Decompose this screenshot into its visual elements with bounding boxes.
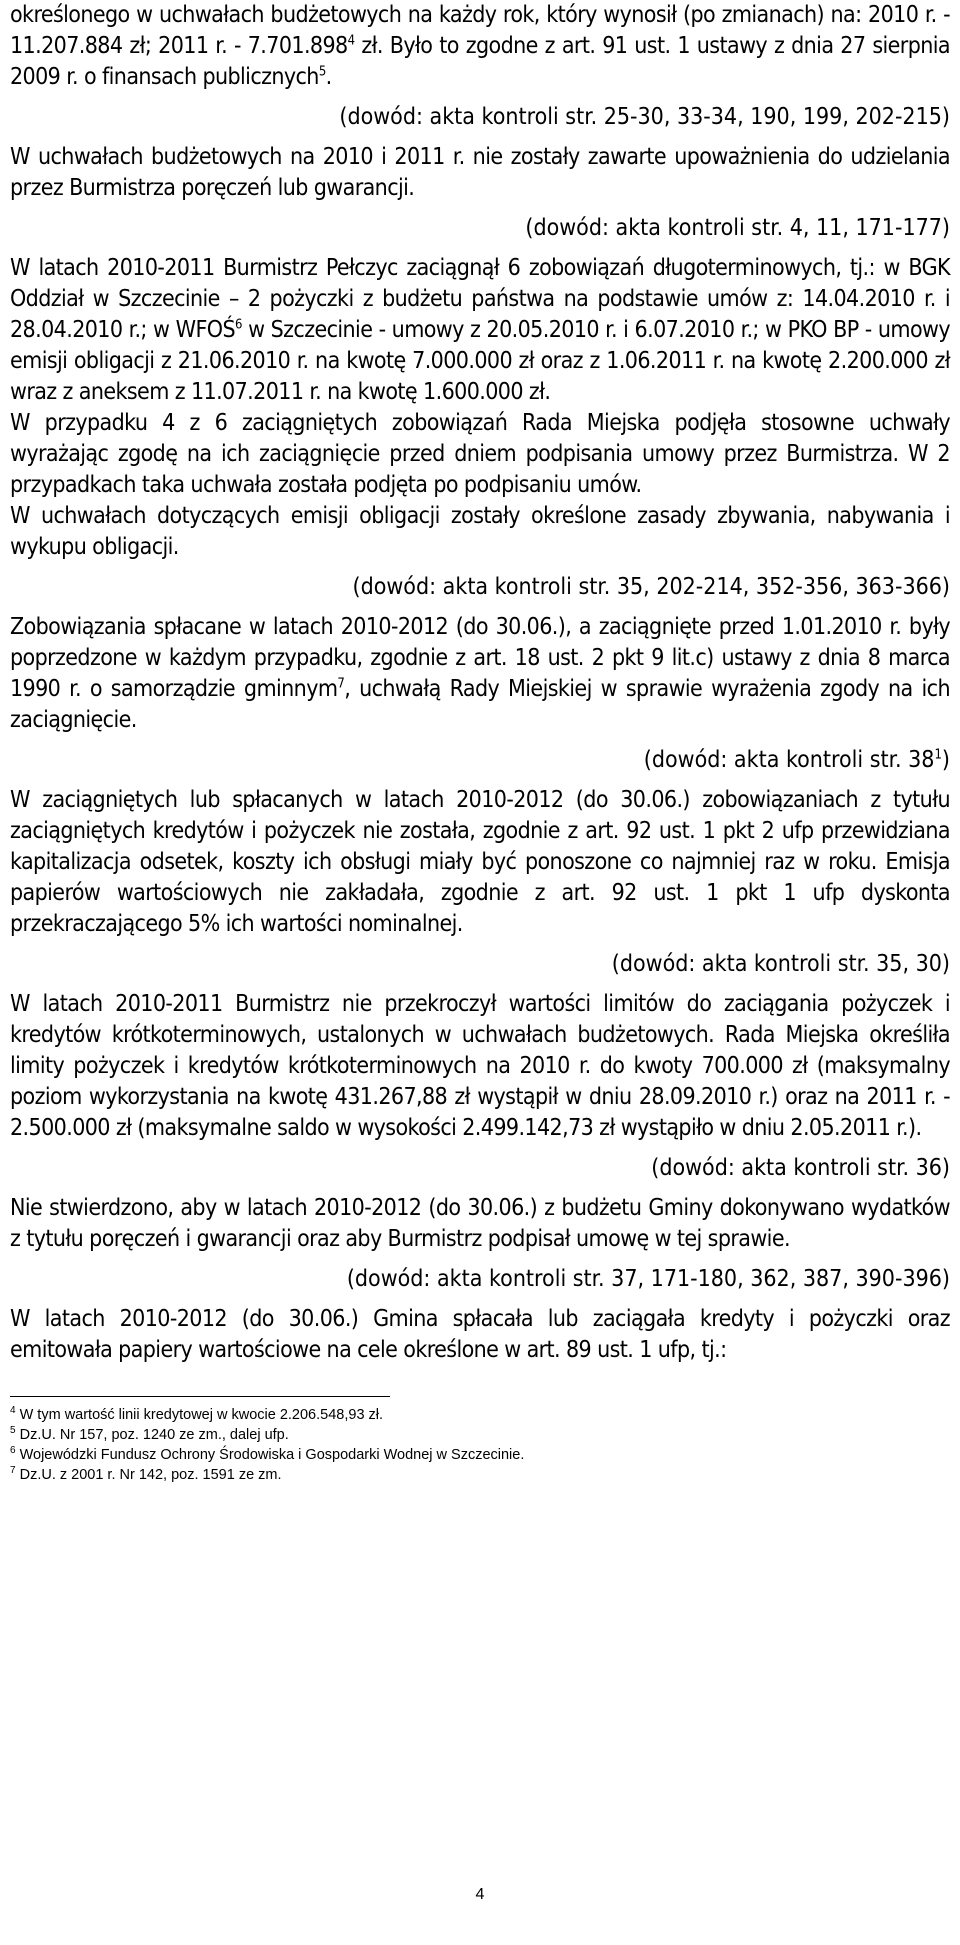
paragraph-text-end: . <box>325 64 332 90</box>
paragraph-text: W zaciągniętych lub spłacanych w latach 2010-2012 (do 30.06.) zobowiązaniach z tytułu zaciągniętych kredytów i pożyczek nie została, zgodnie z art. 92 ust. 1 pkt 2 ufp przewidziana kapitalizacja odsetek, koszty ich obsługi miały być ponoszone co najmniej raz w roku. Emisja papierów wartościowych nie zakładała, zgodnie z art. 92 ust. 1 pkt 1 ufp dyskonta przekraczającego 5% ich wartości nominalnej. <box>10 787 950 937</box>
paragraph-text-cont: zł. Było to zgodne z art. 91 ust. 1 ustawy z dnia 27 sierpnia 2009 r. o finansach publicznych <box>10 33 950 90</box>
footnote-ref: 5 <box>10 1425 16 1437</box>
body-text <box>10 0 950 1366</box>
paragraph <box>10 785 950 940</box>
page-number: 4 <box>475 1886 485 1903</box>
paragraph <box>10 0 950 93</box>
footnotes <box>10 1405 950 1485</box>
footnote-ref: 6 <box>10 1445 16 1457</box>
citation-text: (dowód: akta kontroli str. 35, 202-214, 352-356, 363-366) <box>352 574 950 600</box>
evidence-citation <box>10 102 950 133</box>
evidence-citation <box>10 572 950 603</box>
evidence-citation <box>10 949 950 980</box>
footnote <box>10 1425 950 1445</box>
footnote-ref: 4 <box>10 1405 16 1417</box>
citation-text: (dowód: akta kontroli str. 36) <box>651 1155 950 1181</box>
footnote-ref: 1 <box>934 747 942 763</box>
footnote-text: Dz.U. z 2001 r. Nr 142, poz. 1591 ze zm. <box>15 1467 282 1483</box>
footnote-ref: 6 <box>235 317 242 333</box>
paragraph-text: W latach 2010-2011 Burmistrz Pełczyc zaciągnął 6 zobowiązań długoterminowych, tj.: w BGK Oddział w Szczecinie – 2 pożyczki z budżetu państwa na podstawie umów z: 14.04.2010 r. i 28.04.2010 r.; w WFOŚ <box>10 255 950 343</box>
paragraph-text: określonego w uchwałach budżetowych na każdy rok, który wynosił (po zmianach) na: 2010 r. - 11.207.884 zł; 2011 r. - 7.701.898 <box>10 2 950 59</box>
evidence-citation <box>10 213 950 244</box>
paragraph <box>10 142 950 204</box>
footnote <box>10 1465 950 1485</box>
citation-text: (dowód: akta kontroli str. 25-30, 33-34, 190, 199, 202-215) <box>339 104 950 130</box>
citation-text: (dowód: akta kontroli str. 4, 11, 171-177) <box>525 215 950 241</box>
paragraph-text: Nie stwierdzono, aby w latach 2010-2012 (do 30.06.) z budżetu Gminy dokonywano wydatków z tytułu poręczeń i gwarancji oraz aby Burmistrz podpisał umowę w tej sprawie. <box>10 1195 950 1252</box>
footnote-ref: 7 <box>337 676 345 692</box>
paragraph <box>10 612 950 736</box>
paragraph <box>10 408 950 501</box>
evidence-citation <box>10 1264 950 1295</box>
footnote-ref: 4 <box>347 33 355 49</box>
paragraph-text: W przypadku 4 z 6 zaciągniętych zobowiązań Rada Miejska podjęła stosowne uchwały wyrażając zgodę na ich zaciągnięcie przed dniem podpisania umowy przez Burmistrza. W 2 przypadkach taka uchwała została podjęta po podpisaniu umów. <box>10 410 950 498</box>
paragraph <box>10 501 950 563</box>
footnote-text: W tym wartość linii kredytowej w kwocie 2.206.548,93 zł. <box>15 1407 384 1423</box>
footnote-separator <box>10 1396 390 1397</box>
citation-text: (dowód: akta kontroli str. 37, 171-180, 362, 387, 390-396) <box>346 1266 950 1292</box>
footnote-ref: 7 <box>10 1465 16 1477</box>
paragraph <box>10 1193 950 1255</box>
footnote <box>10 1445 950 1465</box>
paragraph-text: W uchwałach dotyczących emisji obligacji zostały określone zasady zbywania, nabywania i wykupu obligacji. <box>10 503 950 560</box>
footnote-text: Wojewódzki Fundusz Ochrony Środowiska i Gospodarki Wodnej w Szczecinie. <box>15 1447 525 1463</box>
paragraph-text-cont: , uchwałą Rady Miejskiej w sprawie wyrażenia zgody na ich zaciągnięcie. <box>10 676 950 733</box>
paragraph-text: W uchwałach budżetowych na 2010 i 2011 r. nie zostały zawarte upoważnienia do udzielania przez Burmistrza poręczeń lub gwarancji. <box>10 144 950 201</box>
footnote-text: Dz.U. Nr 157, poz. 1240 ze zm., dalej ufp. <box>15 1427 289 1443</box>
paragraph <box>10 253 950 408</box>
citation-text: (dowód: akta kontroli str. 35, 30) <box>611 951 950 977</box>
paragraph <box>10 1304 950 1366</box>
paragraph <box>10 989 950 1144</box>
footnote-ref: 5 <box>318 64 326 80</box>
citation-text-end: ) <box>941 747 950 773</box>
evidence-citation <box>10 745 950 776</box>
footnote <box>10 1405 950 1425</box>
paragraph-text-cont: w Szczecinie - umowy z 20.05.2010 r. i 6.07.2010 r.; w PKO BP - umowy emisji obligacji z 21.06.2010 r. na kwotę 7.000.000 zł oraz z 1.06.2011 r. na kwotę 2.200.000 zł wraz z aneksem z 11.07.2011 r. na kwotę 1.600.000 zł. <box>10 317 951 405</box>
evidence-citation <box>10 1153 950 1184</box>
citation-text: (dowód: akta kontroli str. 38 <box>643 747 935 773</box>
paragraph-text: W latach 2010-2011 Burmistrz nie przekroczył wartości limitów do zaciągania pożyczek i kredytów krótkoterminowych, ustalonych w uchwałach budżetowych. Rada Miejska określiła limity pożyczek i kredytów krótkoterminowych na 2010 r. do kwoty 700.000 zł (maksymalny poziom wykorzystania na kwotę 431.267,88 zł wystąpił w dniu 28.09.2010 r.) oraz na 2011 r. - 2.500.000 zł (maksymalne saldo w wysokości 2.499.142,73 zł wystąpiło w dniu 2.05.2011 r.). <box>10 991 950 1141</box>
paragraph-text: W latach 2010-2012 (do 30.06.) Gmina spłacała lub zaciągała kredyty i pożyczki oraz emitowała papiery wartościowe na cele określone w art. 89 ust. 1 ufp, tj.: <box>10 1306 950 1363</box>
paragraph-text: Zobowiązania spłacane w latach 2010-2012 (do 30.06.), a zaciągnięte przed 1.01.2010 r. były poprzedzone w każdym przypadku, zgodnie z art. 18 ust. 2 pkt 9 lit.c) ustawy z dnia 8 marca 1990 r. o samorządzie gminnym <box>10 614 950 702</box>
